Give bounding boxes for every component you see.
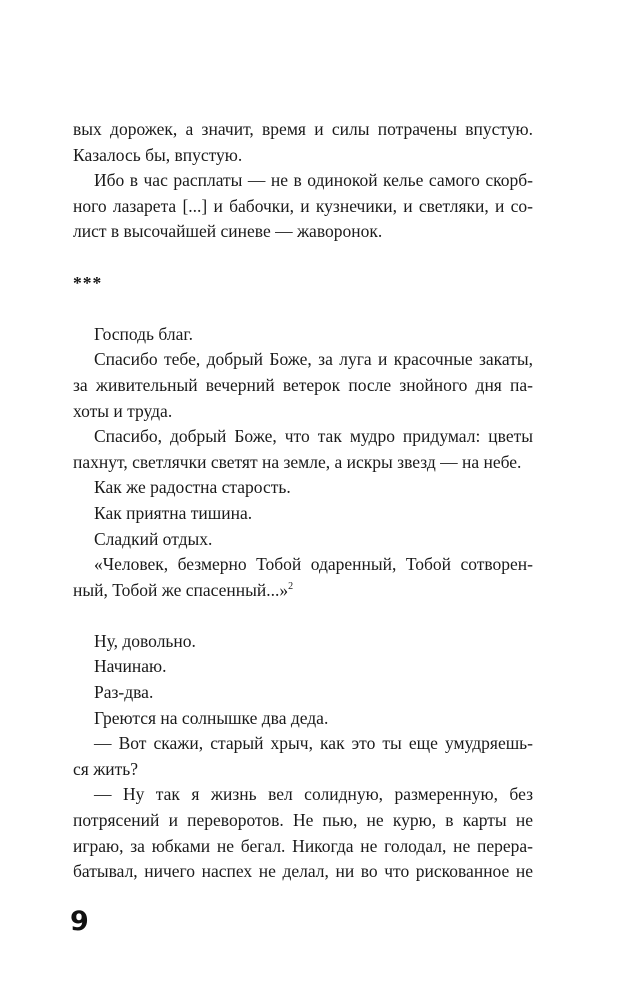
text-line: играю, за юбками не бегал. Никогда не голодал, не перера-	[73, 835, 533, 856]
text-line: Раз-два.	[94, 682, 154, 703]
text-line: Сладкий отдых.	[94, 528, 213, 549]
footnote-marker: 2	[288, 580, 294, 592]
blank-line	[73, 603, 533, 629]
page-number: 9	[70, 906, 89, 937]
text-line: Как приятна тишина.	[94, 502, 253, 523]
text-line: вых дорожек, а значит, время и силы потрачены впустую.	[73, 119, 533, 139]
text-line: Спасибо, добрый Боже, что так мудро придумал: цветы	[94, 426, 533, 447]
text-line: потрясений и переворотов. Не пью, не курю, в карты не	[73, 810, 533, 831]
dialogue-line: ся жить?	[73, 758, 139, 779]
text-line: Греются на солнышке два деда.	[94, 707, 329, 728]
text-line: хоты и труда.	[73, 400, 173, 421]
text-line: лист в высочайшей синеве — жаворонок.	[73, 221, 383, 242]
text-line: батывал, ничего наспех не делал, ни во что рискованное не	[73, 861, 533, 882]
text-line: «Человек, безмерно Тобой одаренный, Тобой сотворен-	[94, 554, 533, 575]
dialogue-line: — Ну так я жизнь вел солидную, размеренную, без	[94, 784, 533, 805]
text-line: Как же радостна старость.	[94, 477, 291, 498]
text-line: Спасибо тебе, добрый Боже, за луга и красочные закаты,	[94, 349, 533, 370]
text-line: Ибо в час расплаты — не в одинокой келье самого скорб-	[94, 170, 533, 191]
text-line: Казалось бы, впустую.	[73, 144, 243, 165]
text-line: Господь благ.	[94, 323, 193, 344]
text-line: Начинаю.	[94, 656, 167, 677]
blank-line	[73, 245, 533, 271]
blank-line	[73, 296, 533, 322]
quote-end: ный, Тобой же спасенный...»	[73, 579, 289, 600]
text-line: пахнут, светлячки светят на земле, а искры звезд — на небе.	[73, 451, 522, 472]
book-page-text	[73, 117, 533, 885]
text-line: Ну, довольно.	[94, 630, 196, 651]
section-separator: ***	[73, 272, 103, 293]
text-line: за живительный вечерний ветерок после знойного дня па-	[73, 374, 533, 395]
dialogue-line: — Вот скажи, старый хрыч, как это ты еще умудряешь-	[94, 733, 533, 754]
text-line-with-footnote	[73, 578, 533, 604]
text-line: ного лазарета [...] и бабочки, и кузнечики, и светляки, и со-	[73, 195, 533, 216]
